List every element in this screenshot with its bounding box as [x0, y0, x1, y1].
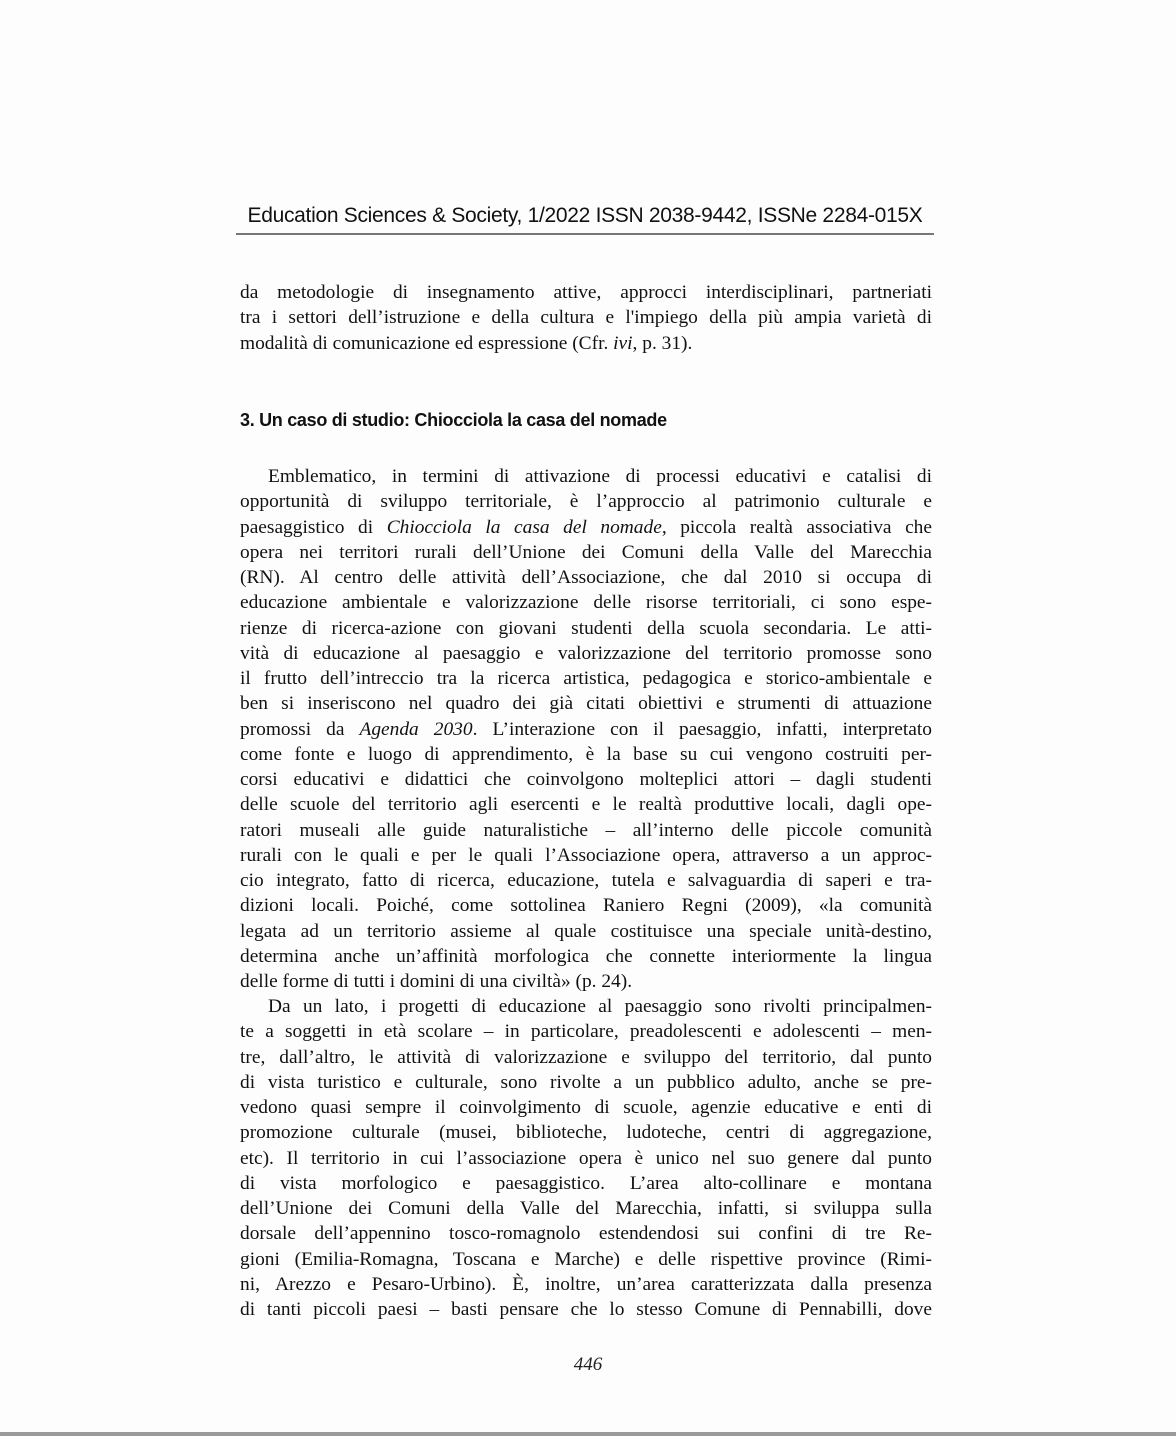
text-run: Emblematico, in termini di attivazione di processi educativi e catalisi di — [268, 466, 932, 487]
text-line — [240, 742, 932, 767]
text-run: Da un lato, i progetti di educazione al paesaggio sono rivolti principalmen- — [268, 996, 932, 1017]
text-run: ben si inseriscono nel quadro dei già citati obiettivi e strumenti di attuazione — [240, 693, 932, 715]
text-line — [240, 1171, 932, 1196]
text-line — [240, 1196, 932, 1221]
text-run: come fonte e luogo di apprendimento, è la base su cui vengono costruiti per- — [240, 743, 932, 765]
text-run: etc). Il territorio in cui l’associazione opera è unico nel suo genere dal punto — [240, 1147, 932, 1169]
text-run: , piccola realtà associativa che — [661, 516, 932, 538]
italic-text: Agenda 2030 — [359, 718, 473, 740]
text-line — [240, 919, 932, 944]
paragraph-continuation — [240, 280, 932, 356]
text-run: modalità di comunicazione ed espressione (Cfr. — [240, 332, 614, 354]
text-run: vità di educazione al paesaggio e valorizzazione del territorio promosse sono — [240, 642, 932, 664]
text-line — [240, 280, 932, 305]
text-line — [240, 590, 932, 615]
text-line — [240, 305, 932, 330]
text-run: delle forme di tutti i domini di una civiltà» (p. 24). — [240, 971, 633, 992]
paragraph-territory — [240, 994, 932, 1322]
text-line — [240, 1019, 932, 1044]
text-run: cio integrato, fatto di ricerca, educazione, tutela e salvaguardia di saperi e tra- — [240, 870, 932, 891]
text-run: (RN). Al centro delle attività dell’Associazione, che dal 2010 si occupa di — [240, 567, 932, 588]
text-run: delle scuole del territorio agli esercenti e le realtà produttive locali, dagli ope- — [240, 794, 932, 816]
text-line — [240, 1221, 932, 1246]
running-header: Education Sciences & Society, 1/2022 ISSN 2038-9442, ISSNe 2284-015X — [247, 204, 923, 227]
section-heading: 3. Un caso di studio: Chiocciola la casa del nomade — [240, 410, 667, 430]
text-line — [240, 540, 932, 565]
text-line — [240, 1297, 932, 1322]
text-line — [240, 565, 932, 590]
italic-text: Chiocciola la casa del nomade — [386, 516, 662, 538]
text-line — [240, 1045, 932, 1070]
text-run: promozione culturale (musei, biblioteche, ludoteche, centri di aggregazione, — [240, 1122, 932, 1144]
text-run: ratori museali alle guide naturalistiche – all’interno delle piccole comunità — [240, 819, 932, 841]
text-line — [240, 792, 932, 817]
text-run: rurali con le quali e per le quali l’Associazione opera, attraverso a un approc- — [240, 844, 932, 866]
text-line — [240, 1146, 932, 1171]
text-line — [240, 767, 932, 792]
text-run: opera nei territori rurali dell’Unione dei Comuni della Valle del Marecchia — [240, 541, 932, 563]
text-run: dizioni locali. Poiché, come sottolinea Raniero Regni (2009), «la comunità — [240, 895, 932, 917]
text-line — [240, 1095, 932, 1120]
text-run: tra i settori dell’istruzione e della cultura e l'impiego della più ampia varietà di — [240, 307, 932, 329]
text-line — [240, 691, 932, 716]
text-line — [240, 464, 932, 489]
text-run: dorsale dell’appennino tosco-romagnolo estendendosi sui confini di tre Re- — [240, 1223, 932, 1245]
text-run: di tanti piccoli paesi – basti pensare che lo stesso Comune di Pennabilli, dove — [240, 1299, 932, 1320]
text-run: determina anche un’affinità morfologica che connette interiormente la lingua — [240, 945, 932, 967]
text-line — [240, 616, 932, 641]
text-line — [240, 818, 932, 843]
text-run: dell’Unione dei Comuni della Valle del Marecchia, infatti, si sviluppa sulla — [240, 1198, 932, 1219]
text-run: educazione ambientale e valorizzazione delle risorse territoriali, ci sono espe- — [240, 592, 932, 614]
text-line — [240, 1070, 932, 1095]
header-divider — [236, 233, 934, 235]
text-run: opportunità di sviluppo territoriale, è l’approccio al patrimonio culturale e — [240, 491, 932, 513]
text-line — [240, 666, 932, 691]
text-line — [240, 331, 932, 356]
text-line — [240, 1272, 932, 1297]
italic-text: ivi — [613, 332, 633, 354]
text-line — [240, 994, 932, 1019]
text-line — [240, 893, 932, 918]
text-run: te a soggetti in età scolare – in particolare, preadolescenti e adolescenti – men- — [240, 1021, 932, 1043]
text-line — [240, 868, 932, 893]
text-run: tre, dall’altro, le attività di valorizzazione e sviluppo del territorio, dal punto — [240, 1046, 932, 1068]
paragraph-case-study-intro — [240, 464, 932, 994]
text-line — [240, 489, 932, 514]
text-line — [240, 944, 932, 969]
text-run: corsi educativi e didattici che coinvolgono molteplici attori – dagli studenti — [240, 769, 932, 790]
text-line — [240, 1247, 932, 1272]
text-run: . L’interazione con il paesaggio, infatti, interpretato — [472, 718, 932, 740]
text-run: vedono quasi sempre il coinvolgimento di scuole, agenzie educative e enti di — [240, 1097, 932, 1118]
text-run: da metodologie di insegnamento attive, approcci interdisciplinari, partneriati — [240, 282, 932, 303]
text-run: , p. 31). — [632, 332, 693, 354]
text-run: il frutto dell’intreccio tra la ricerca artistica, pedagogica e storico-ambientale e — [240, 668, 932, 689]
text-line — [240, 969, 932, 994]
text-line — [240, 641, 932, 666]
viewer-bottom-scrollbar[interactable] — [0, 1432, 1176, 1436]
text-run: ni, Arezzo e Pesaro-Urbino). È, inoltre, un’area caratterizzata dalla presenza — [240, 1273, 932, 1295]
text-line — [240, 515, 932, 540]
text-run: paesaggistico di — [240, 516, 387, 538]
text-run: gioni (Emilia-Romagna, Toscana e Marche) e delle rispettive province (Rimi- — [240, 1248, 932, 1270]
text-run: legata ad un territorio assieme al quale costituisce una speciale unità-destino, — [240, 920, 932, 942]
text-run: di vista turistico e culturale, sono rivolte a un pubblico adulto, anche se pre- — [240, 1071, 932, 1093]
text-run: di vista morfologico e paesaggistico. L’area alto-collinare e montana — [240, 1172, 932, 1194]
text-run: promossi da — [240, 718, 360, 740]
text-run: rienze di ricerca-azione con giovani studenti della scuola secondaria. Le atti- — [240, 617, 932, 639]
text-line — [240, 843, 932, 868]
text-line — [240, 1120, 932, 1145]
text-line — [240, 717, 932, 742]
page-number: 446 — [573, 1354, 603, 1375]
